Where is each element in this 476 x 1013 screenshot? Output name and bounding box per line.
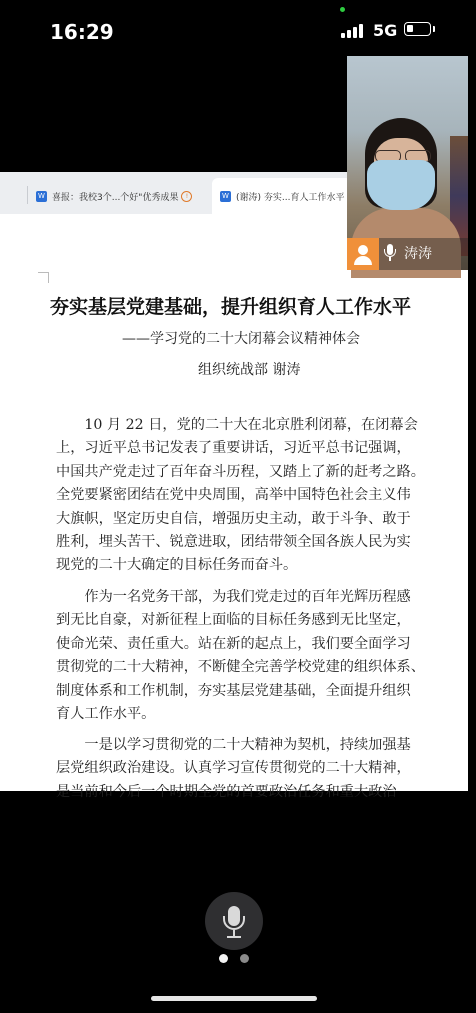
text-line: 全党要紧密团结在党中央周围，高举中国特色社会主义伟 <box>56 487 411 504</box>
text-line: 胜利，埋头苦干、锐意进取，团结带领全国各族人民为实 <box>56 534 411 551</box>
tab-label: (谢涛) 夯实...育人工作水平 <box>236 192 345 203</box>
battery-level <box>407 25 413 32</box>
paragraph-3 <box>56 734 476 804</box>
page-corner-mark <box>38 272 49 283</box>
tab-document-award[interactable] <box>28 178 208 214</box>
user-avatar-icon <box>347 238 379 270</box>
battery-icon <box>404 22 431 36</box>
text-line: 大旗帜，坚定历史自信，增强历史主动，敢于斗争、敢于 <box>56 510 411 527</box>
microphone-button[interactable] <box>205 892 263 950</box>
text-line: 是当前和今后一个时期全党的首要政治任务和重大政治 <box>56 783 397 800</box>
text-line: 上，习近平总书记发表了重要讲话，习近平总书记强调， <box>56 440 411 457</box>
text-line: 使命光荣、责任重大。站在新的起点上，我们要全面学习 <box>56 635 411 652</box>
text-line: 现党的二十大确定的目标任务而奋斗。 <box>56 557 298 574</box>
tab-label: 喜报：我校3个...个好"优秀成果 <box>52 192 179 203</box>
status-bar <box>0 0 468 60</box>
text-line: 一是以学习贯彻党的二十大精神为契机，持续加强基 <box>56 737 411 753</box>
wps-doc-icon: W <box>220 191 231 202</box>
text-line: 到无比自豪，对新征程上面临的目标任务感到无比坚定， <box>56 612 411 629</box>
document-page[interactable] <box>0 214 468 800</box>
video-person-mask <box>367 160 435 210</box>
text-line: 作为一名党务干部，为我们党走过的百年光辉历程感 <box>56 589 411 605</box>
status-time: 16:29 <box>50 20 114 44</box>
document-title: 夯实基层党建基础，提升组织育人工作水平 <box>50 296 412 318</box>
signal-strength-icon <box>341 24 365 38</box>
page-dot[interactable] <box>240 954 249 963</box>
microphone-icon-base <box>227 936 241 938</box>
wps-doc-icon: W <box>36 191 47 202</box>
network-type: 5G <box>373 21 398 40</box>
participant-name: 涛涛 <box>404 246 432 262</box>
privacy-indicator-icon <box>340 7 345 12</box>
document-subtitle: ——学习党的二十大闭幕会议精神体会 <box>122 331 360 347</box>
document-author: 组织统战部 谢涛 <box>198 362 301 378</box>
microphone-icon <box>383 244 397 262</box>
text-line: 育人工作水平。 <box>56 706 156 723</box>
text-line: 贯彻党的二十大精神，不断健全完善学校党建的组织体系、 <box>56 659 425 676</box>
warning-icon: ! <box>181 191 192 202</box>
tab-document-current[interactable] <box>212 178 352 214</box>
home-indicator[interactable] <box>151 996 317 1001</box>
paragraph-2 <box>56 586 476 726</box>
microphone-icon-cup <box>223 916 245 930</box>
page-dot[interactable] <box>219 954 228 963</box>
paragraph-1 <box>56 414 476 578</box>
text-line: 中国共产党走过了百年奋斗历程，又踏上了新的赶考之路。 <box>56 463 425 480</box>
text-line: 层党组织政治建设。认真学习宣传贯彻党的二十大精神， <box>56 760 411 777</box>
battery-tip <box>433 26 435 32</box>
text-line: 10 月 22 日，党的二十大在北京胜利闭幕，在闭幕会 <box>56 417 418 433</box>
participant-video-tile[interactable] <box>347 56 468 270</box>
text-line: 制度体系和工作机制，夯实基层党建基础，全面提升组织 <box>56 682 411 699</box>
